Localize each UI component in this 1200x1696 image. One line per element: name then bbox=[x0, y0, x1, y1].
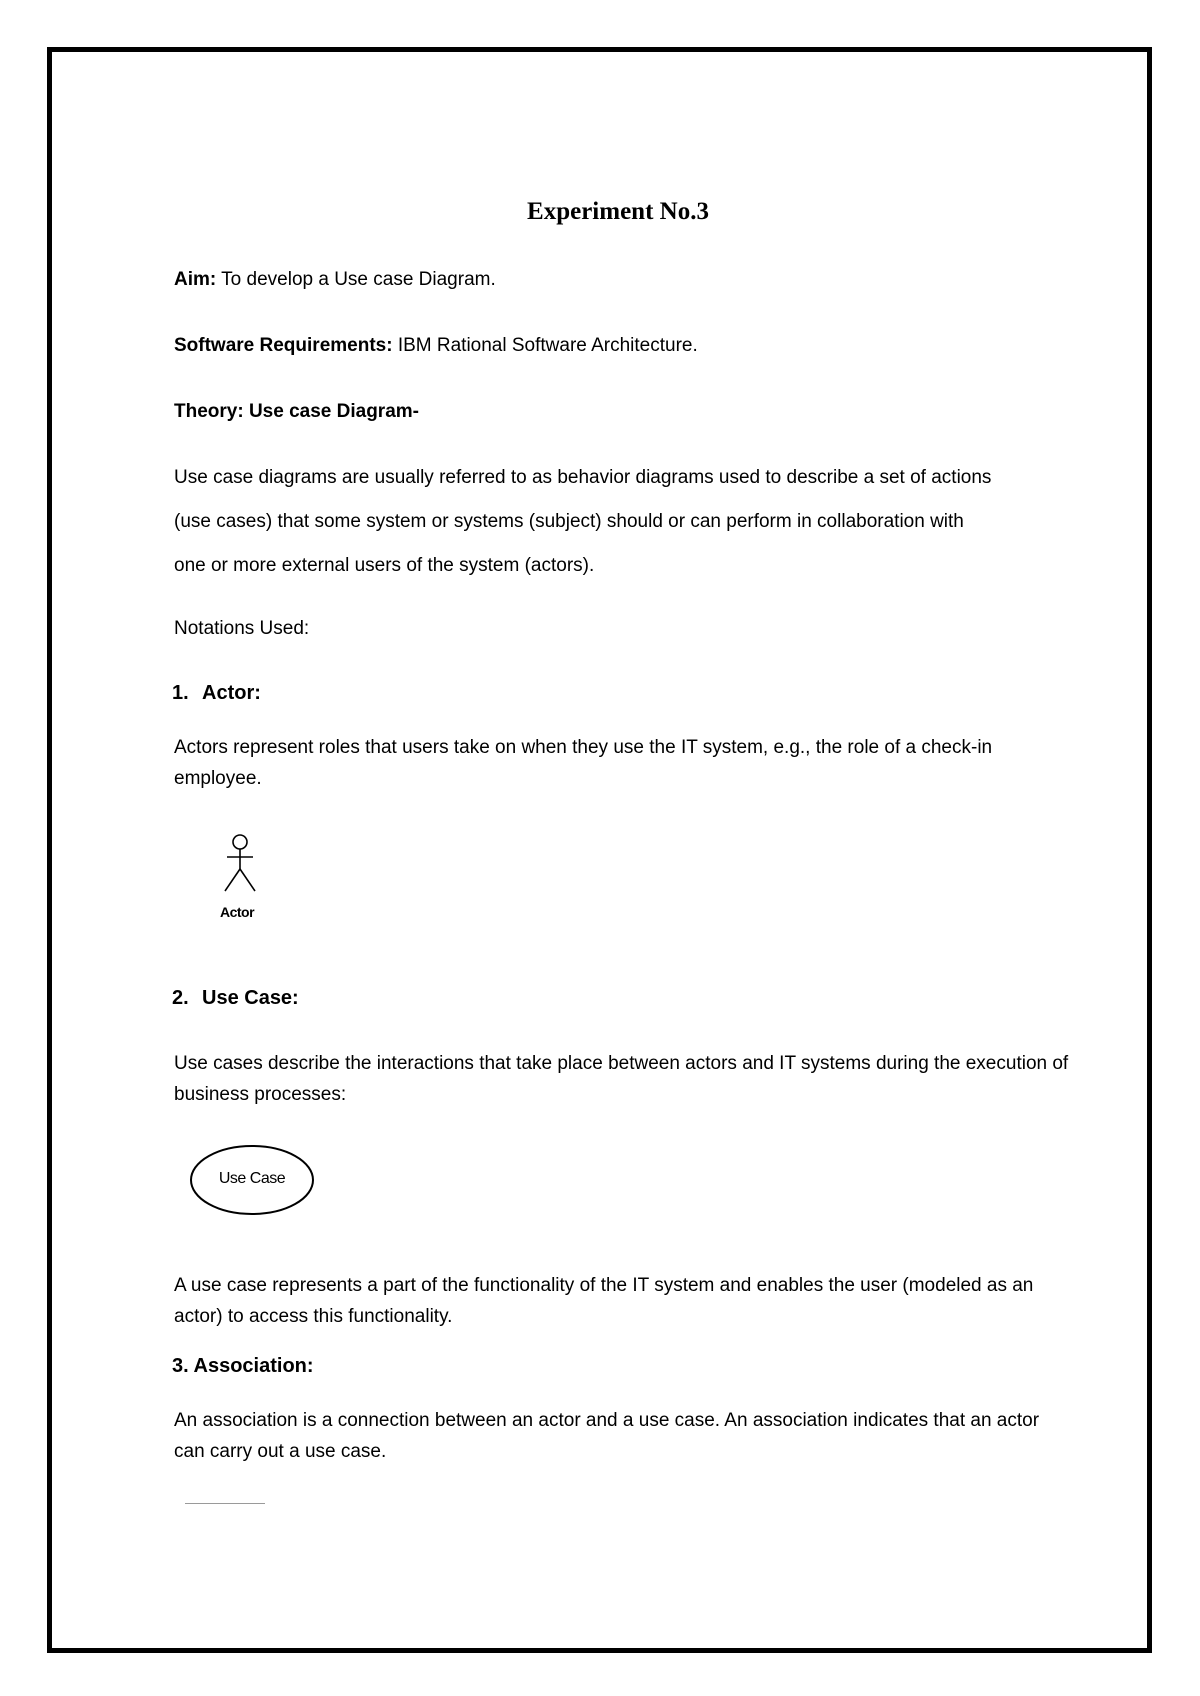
section-association-heading bbox=[172, 1355, 314, 1378]
section-usecase-heading bbox=[172, 987, 299, 1010]
section-title: Use Case: bbox=[202, 987, 299, 1009]
usecase-figure-label: Use Case bbox=[218, 1170, 286, 1187]
section-title: Association: bbox=[193, 1355, 314, 1377]
software-line bbox=[174, 335, 698, 357]
section-number: 3. bbox=[172, 1355, 189, 1377]
section-number: 1. bbox=[172, 682, 189, 704]
association-line bbox=[185, 1503, 265, 1504]
section-usecase-text: Use cases describe the interactions that take place between actors and IT systems during the execution of business processes: bbox=[174, 1053, 1069, 1105]
theory-line-2: (use cases) that some system or systems (subject) should or can perform in collaboration with bbox=[174, 511, 964, 532]
theory-paragraph bbox=[174, 456, 1074, 588]
section-title: Actor: bbox=[202, 682, 261, 704]
page-title: Experiment No.3 bbox=[527, 198, 709, 225]
section-number: 2. bbox=[172, 987, 189, 1009]
theory-line-3: one or more external users of the system (actors). bbox=[174, 555, 595, 576]
aim-text: To develop a Use case Diagram. bbox=[221, 269, 496, 290]
notations-label: Notations Used: bbox=[174, 618, 310, 639]
aim-label: Aim: bbox=[174, 269, 217, 290]
actor-figure-label: Actor bbox=[220, 904, 255, 920]
aim-line bbox=[174, 269, 496, 291]
theory-heading: Theory: Use case Diagram- bbox=[174, 401, 419, 422]
theory-line-1: Use case diagrams are usually referred to as behavior diagrams used to describe a set of actions bbox=[174, 467, 992, 488]
section-association-text: An association is a connection between an actor and a use case. An association indicates that an actor can carry out a use case. bbox=[174, 1410, 1040, 1462]
software-text: IBM Rational Software Architecture. bbox=[397, 335, 698, 356]
section-actor-text: Actors represent roles that users take on when they use the IT system, e.g., the role of a check-in employee. bbox=[174, 737, 993, 789]
section-usecase-after-text: A use case represents a part of the functionality of the IT system and enables the user (modeled as an actor) to access this functionality. bbox=[174, 1275, 1034, 1327]
software-label: Software Requirements: bbox=[174, 335, 393, 356]
section-actor-heading bbox=[172, 682, 261, 705]
